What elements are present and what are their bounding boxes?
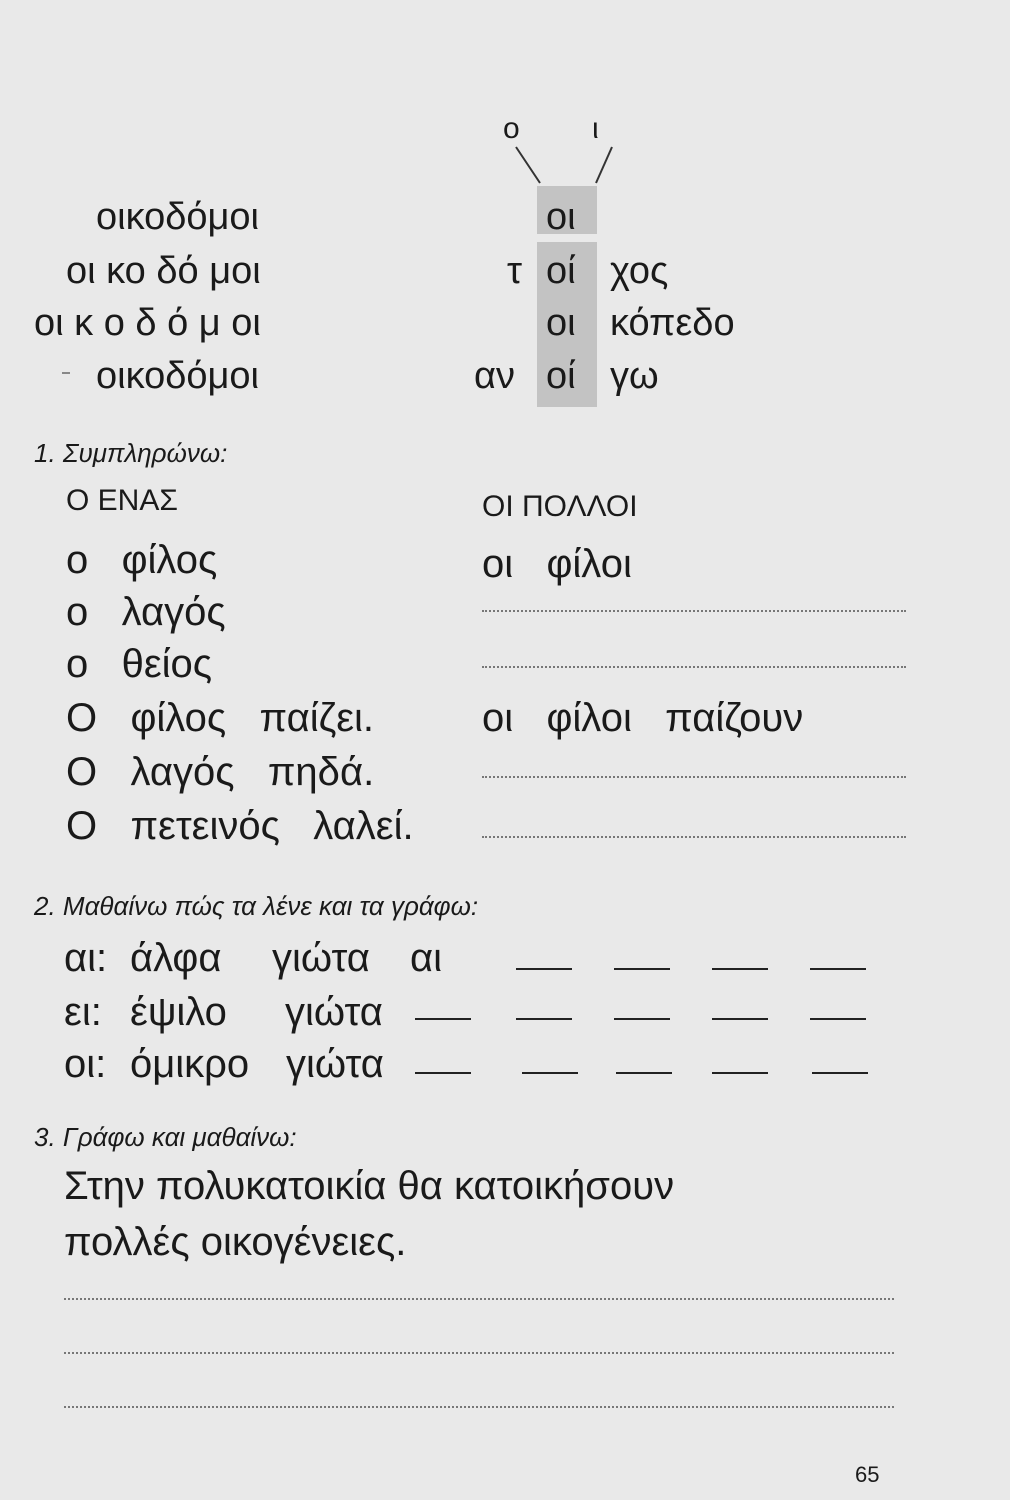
- digraph-label-oi: οι:: [64, 1042, 107, 1086]
- blank-ei-4[interactable]: [712, 1018, 768, 1020]
- right-row1-post: χος: [610, 250, 669, 292]
- singular-row-3: ο θείος: [66, 642, 213, 686]
- dash-mark: [62, 372, 70, 374]
- singular-row-1: ο φίλος: [66, 538, 218, 582]
- digraph-second-ai: γιώτα: [272, 936, 370, 980]
- word-line-2: οι κο δό μοι: [66, 250, 261, 292]
- writing-line-1[interactable]: [64, 1298, 894, 1300]
- singular-row-5: Ο λαγός πηδά.: [66, 750, 375, 794]
- blank-ei-3[interactable]: [614, 1018, 670, 1020]
- blank-oi-5[interactable]: [812, 1072, 868, 1074]
- column-header-many: ΟΙ ΠΟΛΛΟΙ: [482, 490, 638, 523]
- singular-row-2: ο λαγός: [66, 590, 226, 634]
- sentence-line-2: πολλές οικογένειες.: [64, 1220, 407, 1264]
- digraph-name-oi: όμικρο: [130, 1042, 250, 1086]
- blank-oi-3[interactable]: [616, 1072, 672, 1074]
- word-line-1: οικοδόμοι: [96, 196, 260, 238]
- section3-heading: 3. Γράφω και μαθαίνω:: [34, 1122, 297, 1152]
- writing-line-2[interactable]: [64, 1352, 894, 1354]
- digraph-name-ei: έψιλο: [130, 990, 227, 1034]
- section1-heading: 1. Συμπληρώνω:: [34, 438, 228, 468]
- digraph-second-ei: γιώτα: [285, 990, 383, 1034]
- right-row1-mid: οί: [546, 250, 576, 292]
- right-row3-post: γω: [610, 355, 659, 397]
- right-row0-mid: οι: [546, 196, 576, 238]
- answer-line-6[interactable]: [482, 836, 906, 838]
- column-header-one: Ο ΕΝΑΣ: [66, 484, 178, 517]
- writing-line-3[interactable]: [64, 1406, 894, 1408]
- blank-oi-4[interactable]: [712, 1072, 768, 1074]
- page-number: 65: [855, 1462, 880, 1487]
- singular-row-6: Ο πετεινός λαλεί.: [66, 804, 414, 848]
- answer-line-2[interactable]: [482, 610, 906, 612]
- right-row3-mid: οί: [546, 355, 576, 397]
- digraph-example-ai: αι: [410, 936, 443, 980]
- blank-ai-2[interactable]: [614, 968, 670, 970]
- plural-row-1: οι φίλοι: [482, 542, 632, 586]
- digraph-label-ai: αι:: [64, 936, 108, 980]
- answer-line-3[interactable]: [482, 666, 906, 668]
- blank-ai-4[interactable]: [810, 968, 866, 970]
- top-letter-i: ι: [592, 112, 599, 145]
- digraph-second-oi: γιώτα: [286, 1042, 384, 1086]
- answer-line-5[interactable]: [482, 776, 906, 778]
- blank-ai-3[interactable]: [712, 968, 768, 970]
- right-row2-post: κόπεδο: [610, 302, 735, 344]
- top-letter-o: ο: [503, 112, 520, 145]
- singular-row-4: Ο φίλος παίζει.: [66, 696, 375, 740]
- section2-heading: 2. Μαθαίνω πώς τα λένε και τα γράφω:: [34, 891, 479, 921]
- digraph-label-ei: ει:: [64, 990, 102, 1034]
- digraph-name-ai: άλφα: [130, 936, 222, 980]
- sentence-line-1: Στην πολυκατοικία θα κατοικήσουν: [64, 1164, 675, 1208]
- word-line-4: οικοδόμοι: [96, 355, 260, 397]
- blank-oi-1[interactable]: [415, 1072, 471, 1074]
- blank-ai-1[interactable]: [516, 968, 572, 970]
- connector-lines: [500, 145, 630, 190]
- right-row1-pre: τ: [507, 250, 523, 292]
- right-row2-mid: οι: [546, 302, 576, 344]
- right-row3-pre: αν: [474, 355, 515, 397]
- blank-oi-2[interactable]: [522, 1072, 578, 1074]
- blank-ei-5[interactable]: [810, 1018, 866, 1020]
- blank-ei-1[interactable]: [415, 1018, 471, 1020]
- blank-ei-2[interactable]: [516, 1018, 572, 1020]
- plural-row-4: οι φίλοι παίζουν: [482, 696, 804, 740]
- word-line-3: οι κ ο δ ό μ οι: [34, 302, 261, 344]
